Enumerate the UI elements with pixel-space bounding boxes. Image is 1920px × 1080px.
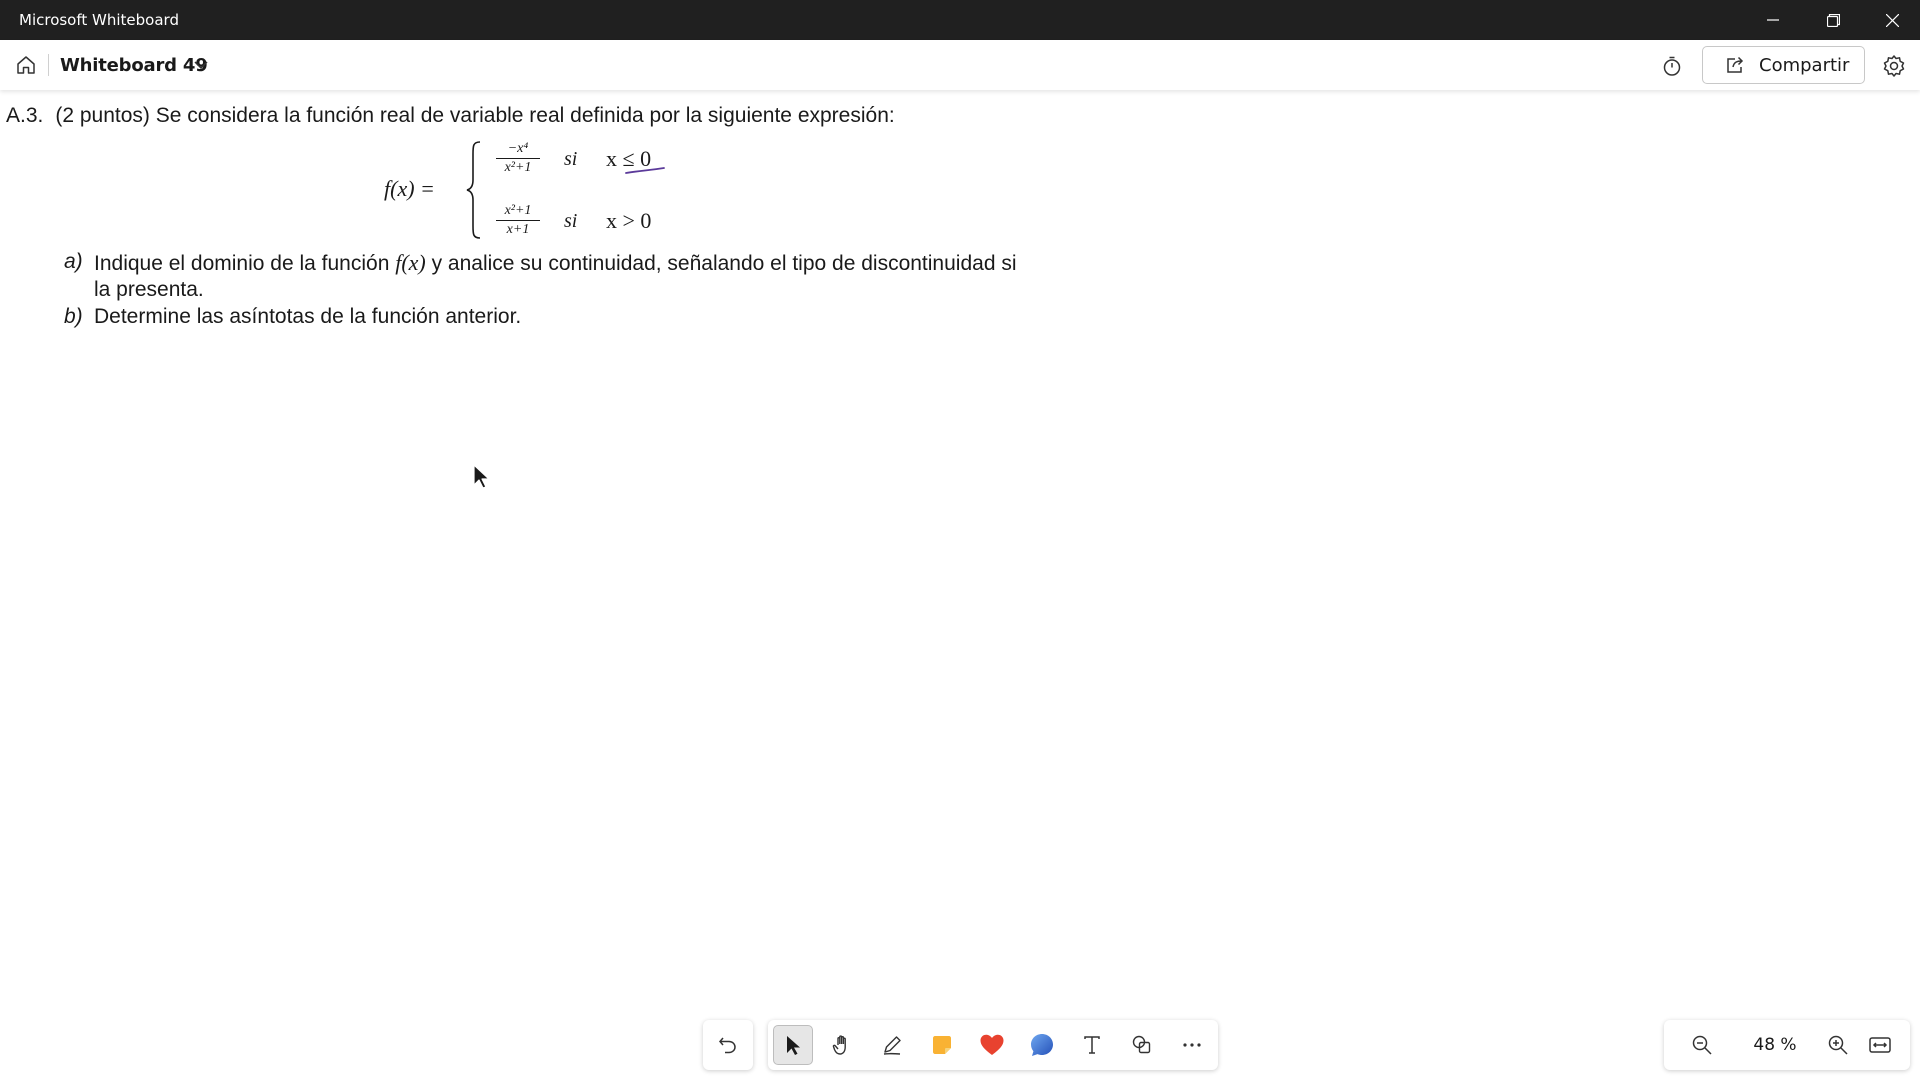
header-divider <box>48 54 49 76</box>
item-a-text-part1: Indique el dominio de la función <box>94 252 390 275</box>
close-button[interactable] <box>1864 0 1920 40</box>
item-a-marker: a) <box>64 250 83 273</box>
left-brace <box>466 140 482 240</box>
restore-icon <box>1827 14 1840 27</box>
restore-button[interactable] <box>1805 0 1861 40</box>
item-b <box>64 305 764 335</box>
item-a-fx: f(x) <box>395 250 426 275</box>
zoom-controls <box>1664 1020 1910 1070</box>
item-b-marker: b) <box>64 305 83 328</box>
piecewise-formula <box>384 138 684 248</box>
shapes-tool[interactable] <box>1122 1025 1162 1065</box>
timer-icon <box>1661 55 1683 77</box>
reactions-tool[interactable] <box>972 1025 1012 1065</box>
pan-tool[interactable] <box>822 1025 862 1065</box>
item-a-text <box>94 250 1017 276</box>
fit-to-screen-icon <box>1868 1034 1892 1056</box>
item-a <box>64 250 1124 310</box>
pen-icon <box>881 1034 903 1056</box>
piece2-condition: x > 0 <box>606 208 652 233</box>
item-a-line2: la presenta. <box>94 278 204 301</box>
fit-to-screen-button[interactable] <box>1864 1029 1896 1061</box>
title-bar <box>0 0 1920 40</box>
undo-icon <box>717 1034 739 1056</box>
share-icon <box>1725 55 1745 75</box>
zoom-in-button[interactable] <box>1822 1029 1854 1061</box>
select-tool[interactable] <box>773 1025 813 1065</box>
formula-lhs: f(x) = <box>384 176 435 201</box>
comment-icon <box>1029 1032 1055 1058</box>
piece1-denominator: x²+1 <box>504 160 532 175</box>
piece2-denominator: x+1 <box>506 222 530 237</box>
zoom-out-icon <box>1691 1034 1713 1056</box>
pen-tool[interactable] <box>872 1025 912 1065</box>
item-a-text-part2: y analice su continuidad, señalando el tipo de discontinuidad si <box>431 252 1017 275</box>
minimize-icon <box>1767 14 1779 26</box>
home-button[interactable] <box>10 49 42 81</box>
problem-number: A.3. <box>6 104 44 127</box>
hand-icon <box>831 1034 853 1056</box>
minimize-button[interactable] <box>1745 0 1801 40</box>
text-icon <box>1081 1034 1103 1056</box>
piece2-fraction <box>496 204 540 237</box>
text-tool[interactable] <box>1072 1025 1112 1065</box>
zoom-in-icon <box>1827 1034 1849 1056</box>
piece2-numerator: x²+1 <box>504 203 532 218</box>
shapes-icon <box>1131 1034 1153 1056</box>
chevron-down-icon <box>194 60 208 70</box>
piece1-fraction <box>496 142 540 175</box>
board-menu-button[interactable] <box>190 54 212 76</box>
more-tools-button[interactable] <box>1172 1025 1212 1065</box>
close-icon <box>1886 14 1899 27</box>
select-arrow-icon <box>782 1034 804 1056</box>
sticky-note-tool[interactable] <box>922 1025 962 1065</box>
home-icon <box>15 54 37 76</box>
piece2-si: si <box>564 210 578 232</box>
problem-statement <box>6 104 895 128</box>
piece1-si: si <box>564 148 578 170</box>
settings-button[interactable] <box>1878 50 1910 82</box>
board-header <box>0 40 1920 90</box>
piece1-numerator: −x⁴ <box>507 141 529 156</box>
app-title: Microsoft Whiteboard <box>19 11 179 29</box>
share-label: Compartir <box>1759 54 1850 76</box>
board-title[interactable]: Whiteboard 49 <box>60 55 208 76</box>
comment-tool[interactable] <box>1022 1025 1062 1065</box>
heart-icon <box>979 1033 1005 1057</box>
main-toolbar <box>768 1020 1218 1070</box>
more-icon <box>1181 1034 1203 1056</box>
share-button[interactable] <box>1702 46 1865 84</box>
piece1-condition: x ≤ 0 <box>606 146 652 171</box>
undo-button[interactable] <box>703 1020 753 1070</box>
mouse-cursor-icon <box>472 463 492 489</box>
ink-underline-stroke[interactable] <box>624 166 666 176</box>
gear-icon <box>1882 54 1906 78</box>
item-b-text: Determine las asíntotas de la función anterior. <box>94 305 522 328</box>
zoom-level[interactable]: 48 % <box>1753 1035 1797 1055</box>
whiteboard-canvas[interactable] <box>0 90 1920 1080</box>
timer-button[interactable] <box>1656 50 1688 82</box>
problem-text: (2 puntos) Se considera la función real de variable real definida por la siguiente expresión: <box>55 104 895 127</box>
zoom-out-button[interactable] <box>1686 1029 1718 1061</box>
sticky-note-icon <box>930 1033 954 1057</box>
